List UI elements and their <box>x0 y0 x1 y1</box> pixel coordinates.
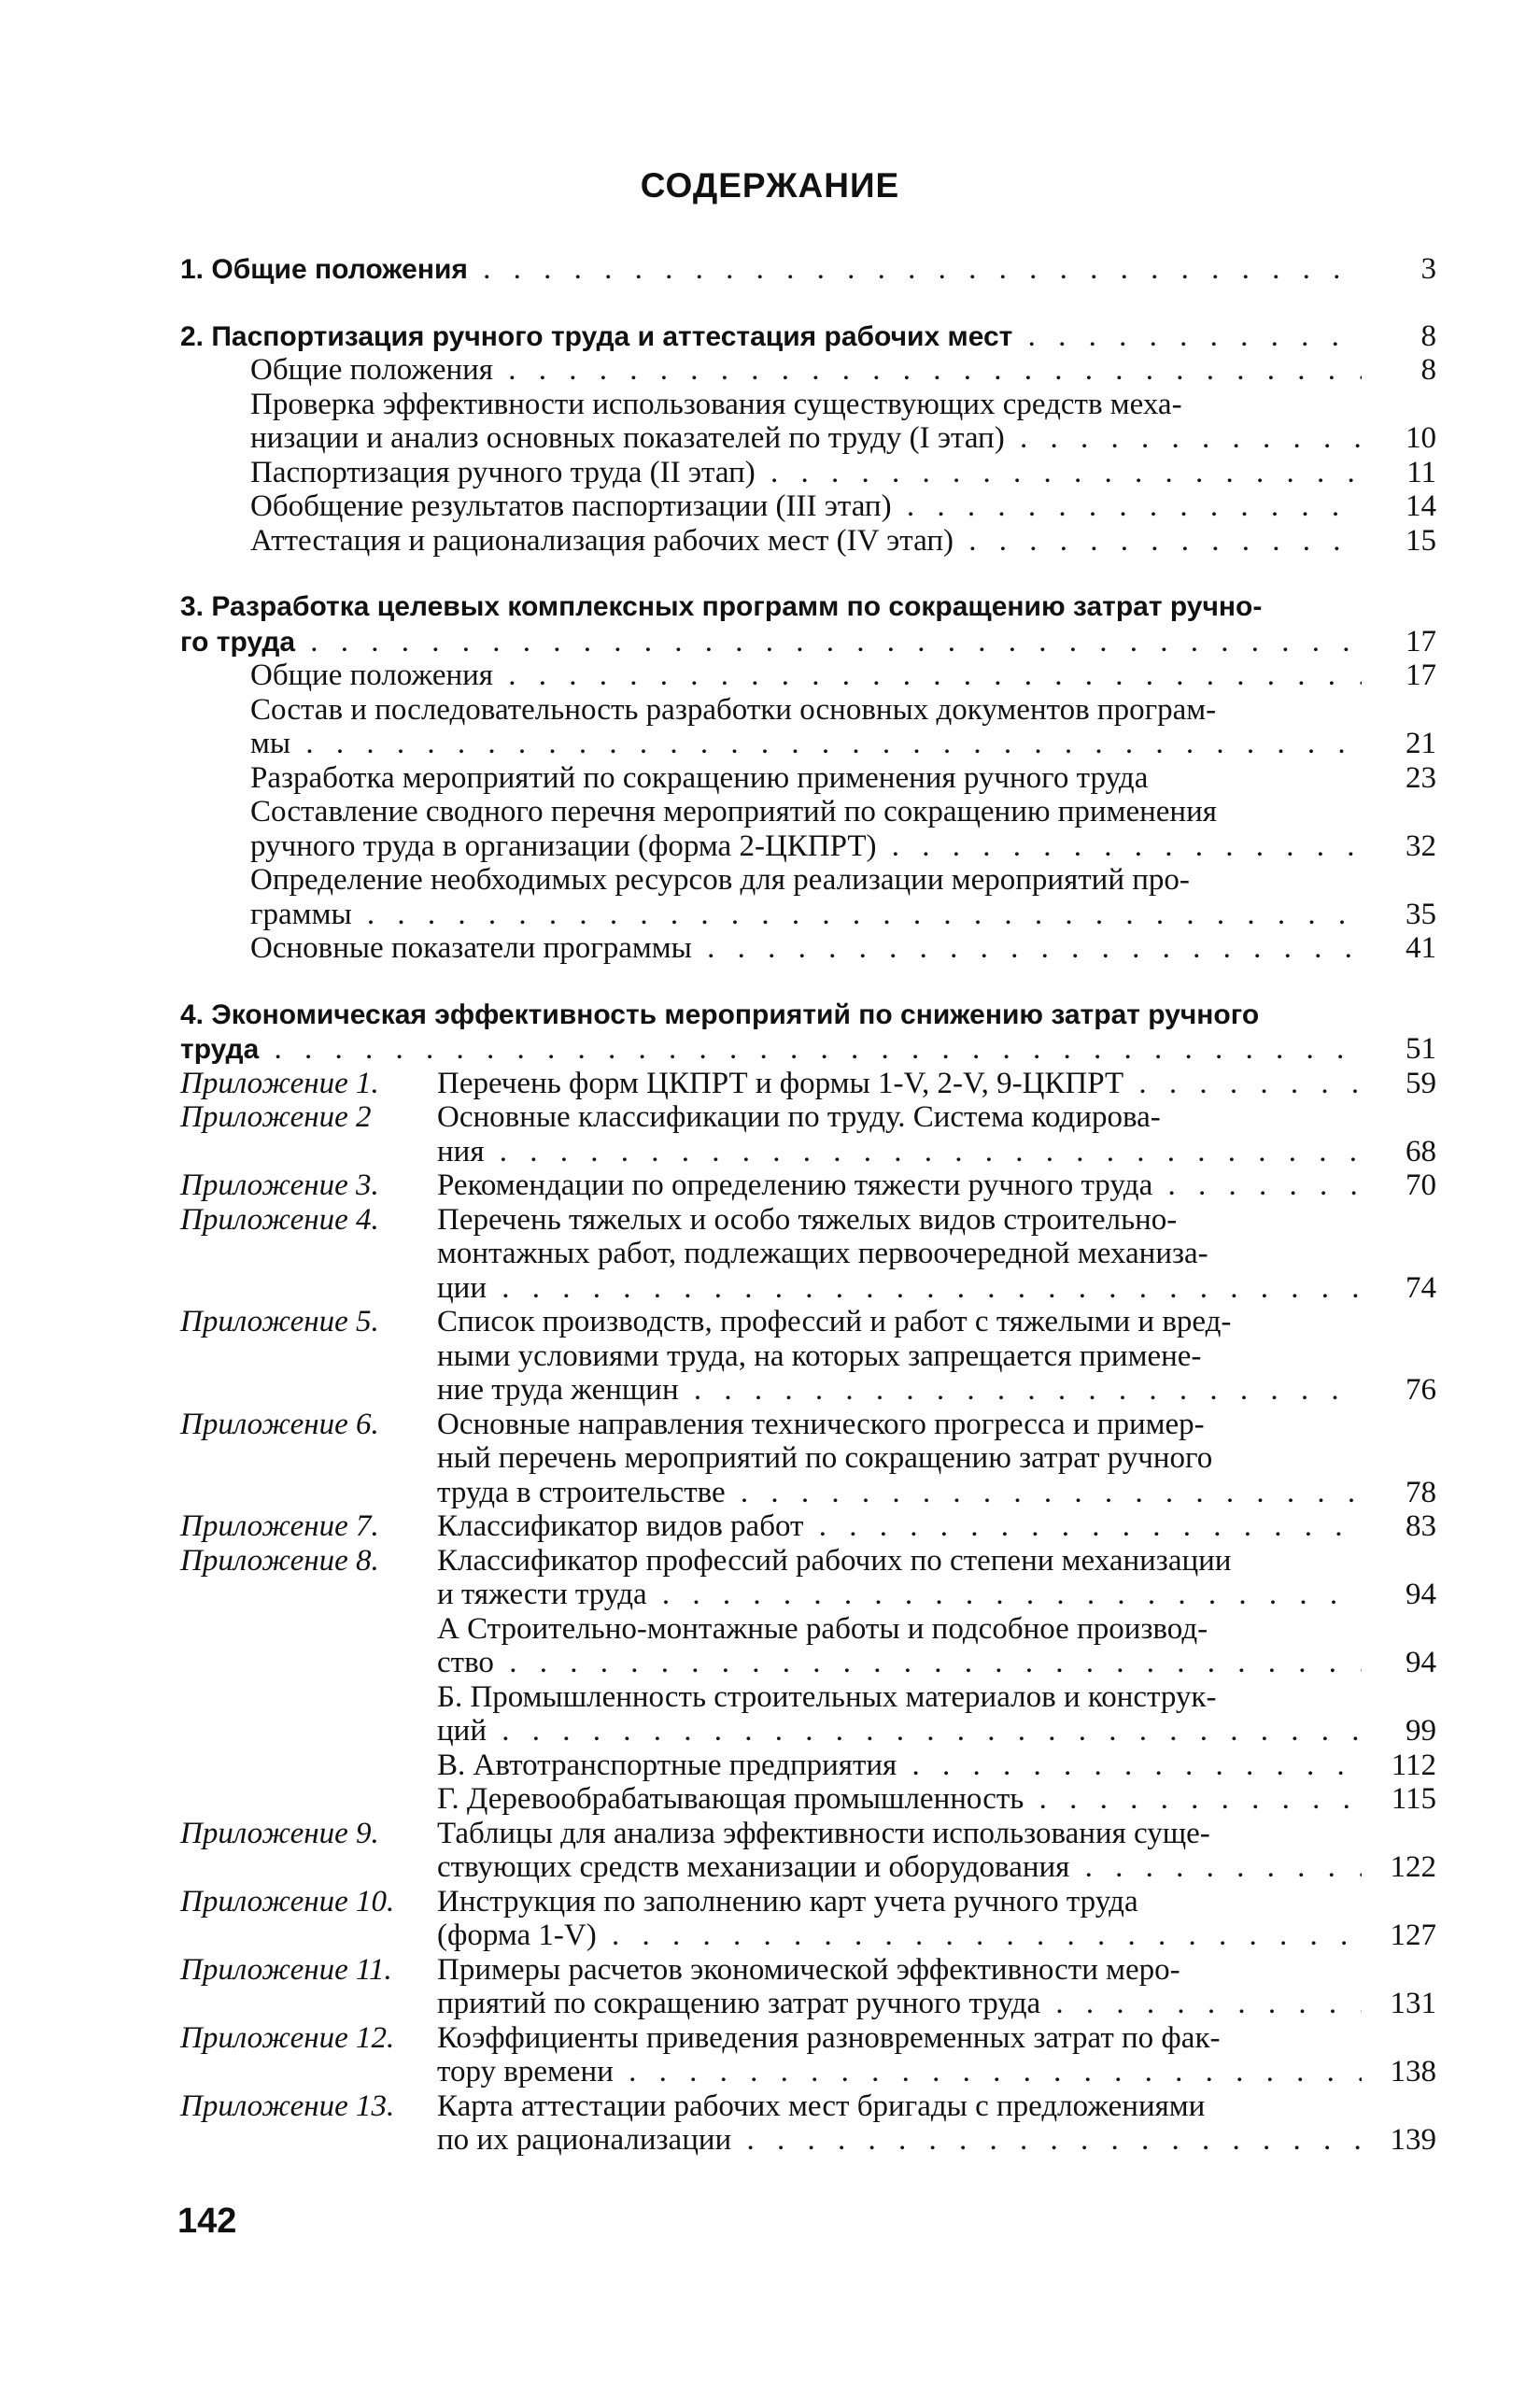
section-gap <box>180 966 1436 998</box>
page-ref: 41 <box>1406 931 1436 965</box>
toc-entry-text: ций . . . <box>437 1714 1362 1749</box>
toc-entry-text: монтажных работ, подлежащих первоочередной механиза- <box>437 1237 1208 1270</box>
toc-entry-text: по их рационализации . . . <box>437 2123 1362 2158</box>
page-ref: 8 <box>1420 319 1436 353</box>
page-ref: 99 <box>1406 1714 1436 1748</box>
toc-line <box>180 1509 1436 1544</box>
toc-entry-text: Классификатор профессий рабочих по степени механизации <box>437 1543 1232 1578</box>
page-ref: 112 <box>1391 1748 1436 1782</box>
toc-line <box>180 829 1436 864</box>
page-ref: 127 <box>1390 1919 1436 1952</box>
toc-line <box>180 524 1436 559</box>
toc-line <box>180 2055 1436 2089</box>
page-ref: 10 <box>1406 421 1436 455</box>
toc-line <box>180 1339 1436 1374</box>
section-heading: 2. Паспортизация ручного труда и аттестация рабочих мест . . . <box>180 319 1362 355</box>
toc-line <box>180 1885 1436 1919</box>
toc-entry-text: Карта аттестации рабочих мест бригады с предложениями <box>437 2088 1206 2123</box>
page-ref: 131 <box>1390 1987 1436 2020</box>
appendix-label: Приложение 2 <box>180 1100 372 1134</box>
toc-line <box>180 1237 1436 1271</box>
toc-line <box>180 388 1436 422</box>
toc-entry-text: Б. Промышленность строительных материалов и конструк- <box>437 1679 1217 1714</box>
toc-line <box>180 1919 1436 1953</box>
page-ref: 15 <box>1406 523 1436 558</box>
toc-line <box>180 898 1436 932</box>
toc-entry-text: граммы . . . <box>250 898 1362 932</box>
toc-line <box>180 1953 1436 1988</box>
appendix-label: Приложение 5. <box>180 1305 379 1338</box>
page-ref: 70 <box>1406 1168 1436 1202</box>
appendix-label: Приложение 10. <box>180 1884 395 1919</box>
toc-entry-text: Разработка мероприятий по сокращению применения ручного труда <box>250 760 1149 795</box>
toc-entry-text: Г. Деревообрабатывающая промышленность . . . <box>437 1782 1362 1817</box>
table-of-contents <box>180 252 1436 2158</box>
toc-line <box>180 353 1436 388</box>
section-gap <box>180 287 1436 319</box>
toc-line <box>180 456 1436 490</box>
toc-entry-text: Обобщение результатов паспортизации (III этап) . . . <box>250 489 1362 524</box>
page-ref: 78 <box>1406 1475 1436 1509</box>
toc-entry-text: Общие положения . . . <box>250 658 1362 693</box>
toc-line <box>180 1680 1436 1715</box>
toc-line <box>180 1067 1436 1101</box>
toc-entry-text: труда в строительстве . . . <box>437 1476 1362 1510</box>
toc-entry-text: Список производств, профессий и работ с тяжелыми и вред- <box>437 1305 1232 1338</box>
toc-line <box>180 1646 1436 1680</box>
toc-entry-text: Общие положения . . . <box>250 353 1362 388</box>
section-heading: 4. Экономическая эффективность мероприятий по снижению затрат ручного <box>180 998 1260 1030</box>
toc-line <box>180 795 1436 829</box>
appendix-label: Приложение 8. <box>180 1543 379 1578</box>
toc-line <box>180 1749 1436 1783</box>
toc-line <box>180 931 1436 966</box>
toc-entry-text: ции . . . <box>437 1271 1362 1306</box>
toc-entry-text: Паспортизация ручного труда (II этап) . . . <box>250 456 1362 490</box>
page-ref: 8 <box>1420 353 1436 387</box>
section-heading: 3. Разработка целевых комплексных программ по сокращению затрат ручно- <box>180 591 1263 622</box>
page-ref: 14 <box>1406 489 1436 523</box>
toc-entry-text: Перечень форм ЦКПРТ и формы 1-V, 2-V, 9-ЦКПРТ . . . <box>437 1067 1362 1101</box>
appendix-label: Приложение 12. <box>180 2020 395 2055</box>
toc-entry-text: Примеры расчетов экономической эффективности меро- <box>437 1952 1180 1987</box>
toc-line <box>180 1100 1436 1135</box>
toc-line <box>180 1476 1436 1510</box>
page-number: 142 <box>177 2202 237 2241</box>
appendix-label: Приложение 7. <box>180 1509 379 1543</box>
toc-line <box>180 1168 1436 1203</box>
toc-line <box>180 2123 1436 2158</box>
toc-line <box>180 1373 1436 1408</box>
toc-line <box>180 1612 1436 1647</box>
toc-line <box>180 727 1436 761</box>
toc-line <box>180 252 1436 287</box>
page-ref: 94 <box>1406 1646 1436 1679</box>
toc-line <box>180 319 1436 354</box>
toc-line <box>180 1032 1436 1067</box>
toc-entry-text: Инструкция по заполнению карт учета ручного труда <box>437 1884 1138 1919</box>
page-ref: 59 <box>1406 1066 1436 1100</box>
toc-line <box>180 1987 1436 2021</box>
section-gap <box>180 558 1436 590</box>
toc-entry-text: ными условиями труда, на которых запрещается примене- <box>437 1338 1202 1373</box>
toc-line <box>180 658 1436 693</box>
toc-line <box>180 693 1436 728</box>
toc-line <box>180 998 1436 1033</box>
page-ref: 32 <box>1406 828 1436 863</box>
toc-entry-text: Таблицы для анализа эффективности использования суще- <box>437 1816 1210 1850</box>
section-heading: 1. Общие положения . . . <box>180 252 1362 288</box>
page-ref: 138 <box>1390 2055 1436 2088</box>
page-ref: 94 <box>1406 1578 1436 1611</box>
page-ref: 68 <box>1406 1134 1436 1168</box>
toc-entry-text: и тяжести труда . . . <box>437 1578 1362 1612</box>
toc-entry-text: Основные классификации по труду. Система кодирова- <box>437 1100 1161 1134</box>
toc-entry-text: низации и анализ основных показателей по труду (I этап) . . . <box>250 421 1362 456</box>
page-ref: 11 <box>1406 455 1436 489</box>
toc-line <box>180 489 1436 524</box>
toc-entry-text: ручного труда в организации (форма 2-ЦКПРТ) . . . <box>250 829 1362 864</box>
toc-entry-text: Коэффициенты приведения разновременных затрат по фак- <box>437 2020 1221 2055</box>
page-ref: 139 <box>1390 2123 1436 2157</box>
page-title: СОДЕРЖАНИЕ <box>640 166 900 205</box>
toc-line <box>180 863 1436 898</box>
appendix-label: Приложение 13. <box>180 2088 395 2123</box>
toc-entry-text: Основные направления технического прогресса и пример- <box>437 1407 1205 1441</box>
toc-line <box>180 1135 1436 1169</box>
toc-entry-text: Аттестация и рационализация рабочих мест (IV этап) . . . <box>250 524 1362 559</box>
toc-line <box>180 1408 1436 1442</box>
page-ref: 35 <box>1406 897 1436 931</box>
toc-entry-text: Классификатор видов работ . . . <box>437 1509 1362 1544</box>
page-ref: 3 <box>1420 252 1436 286</box>
toc-entry-text: ствующих средств механизации и оборудования . . . <box>437 1850 1362 1885</box>
toc-line <box>180 1441 1436 1476</box>
toc-entry-text: приятий по сокращению затрат ручного труда . . . <box>437 1987 1362 2021</box>
section-heading: го труда . . . <box>180 625 1362 660</box>
toc-line <box>180 1782 1436 1817</box>
toc-entry-text: ние труда женщин . . . <box>437 1373 1362 1408</box>
section-heading: труда . . . <box>180 1032 1362 1068</box>
page-ref: 115 <box>1391 1782 1436 1816</box>
page-ref: 17 <box>1406 624 1436 658</box>
appendix-label: Приложение 9. <box>180 1816 379 1850</box>
toc-entry-text: ный перечень мероприятий по сокращению затрат ручного <box>437 1441 1213 1475</box>
toc-line <box>180 1544 1436 1579</box>
toc-entry-text: Определение необходимых ресурсов для реализации мероприятий про- <box>250 863 1190 897</box>
toc-line <box>180 761 1436 796</box>
page-ref: 74 <box>1406 1270 1436 1305</box>
page-ref: 83 <box>1406 1509 1436 1543</box>
toc-line <box>180 590 1436 625</box>
toc-entry-text: Состав и последовательность разработки основных документов програм- <box>250 692 1217 727</box>
toc-entry-text: А Строительно-монтажные работы и подсобное производ- <box>437 1611 1208 1646</box>
toc-entry-text: Перечень тяжелых и особо тяжелых видов строительно- <box>437 1202 1178 1237</box>
toc-entry-text: В. Автотранспортные предприятия . . . <box>437 1749 1362 1783</box>
toc-line <box>180 1817 1436 1851</box>
appendix-label: Приложение 1. <box>180 1066 379 1100</box>
toc-entry-text: (форма 1-V) . . . <box>437 1919 1362 1953</box>
toc-line <box>180 1203 1436 1238</box>
page-ref: 76 <box>1406 1373 1436 1407</box>
appendix-label: Приложение 11. <box>180 1952 392 1987</box>
page-ref: 23 <box>1406 760 1436 795</box>
toc-line <box>180 1271 1436 1306</box>
page-ref: 17 <box>1406 658 1436 692</box>
toc-line <box>180 2021 1436 2056</box>
toc-entry-text: ство . . . <box>437 1646 1362 1680</box>
page-ref: 21 <box>1406 727 1436 760</box>
toc-entry-text: мы . . . <box>250 727 1362 761</box>
appendix-label: Приложение 3. <box>180 1168 379 1202</box>
toc-line <box>180 1850 1436 1885</box>
appendix-label: Приложение 4. <box>180 1202 379 1237</box>
toc-line <box>180 421 1436 456</box>
toc-line <box>180 625 1436 659</box>
toc-entry-text: ния . . . <box>437 1135 1362 1169</box>
toc-entry-text: Проверка эффективности использования существующих средств меха- <box>250 387 1182 421</box>
toc-line <box>180 1578 1436 1612</box>
toc-entry-text: Составление сводного перечня мероприятий по сокращению применения <box>250 795 1217 828</box>
toc-entry-text: Рекомендации по определению тяжести ручного труда . . . <box>437 1168 1362 1203</box>
toc-entry-text: Основные показатели программы . . . <box>250 931 1362 966</box>
toc-line <box>180 1714 1436 1749</box>
toc-line <box>180 1305 1436 1339</box>
page-ref: 51 <box>1406 1032 1436 1066</box>
toc-line <box>180 2089 1436 2124</box>
appendix-label: Приложение 6. <box>180 1407 379 1441</box>
page-ref: 122 <box>1390 1850 1436 1884</box>
toc-entry-text: тору времени . . . <box>437 2055 1362 2089</box>
